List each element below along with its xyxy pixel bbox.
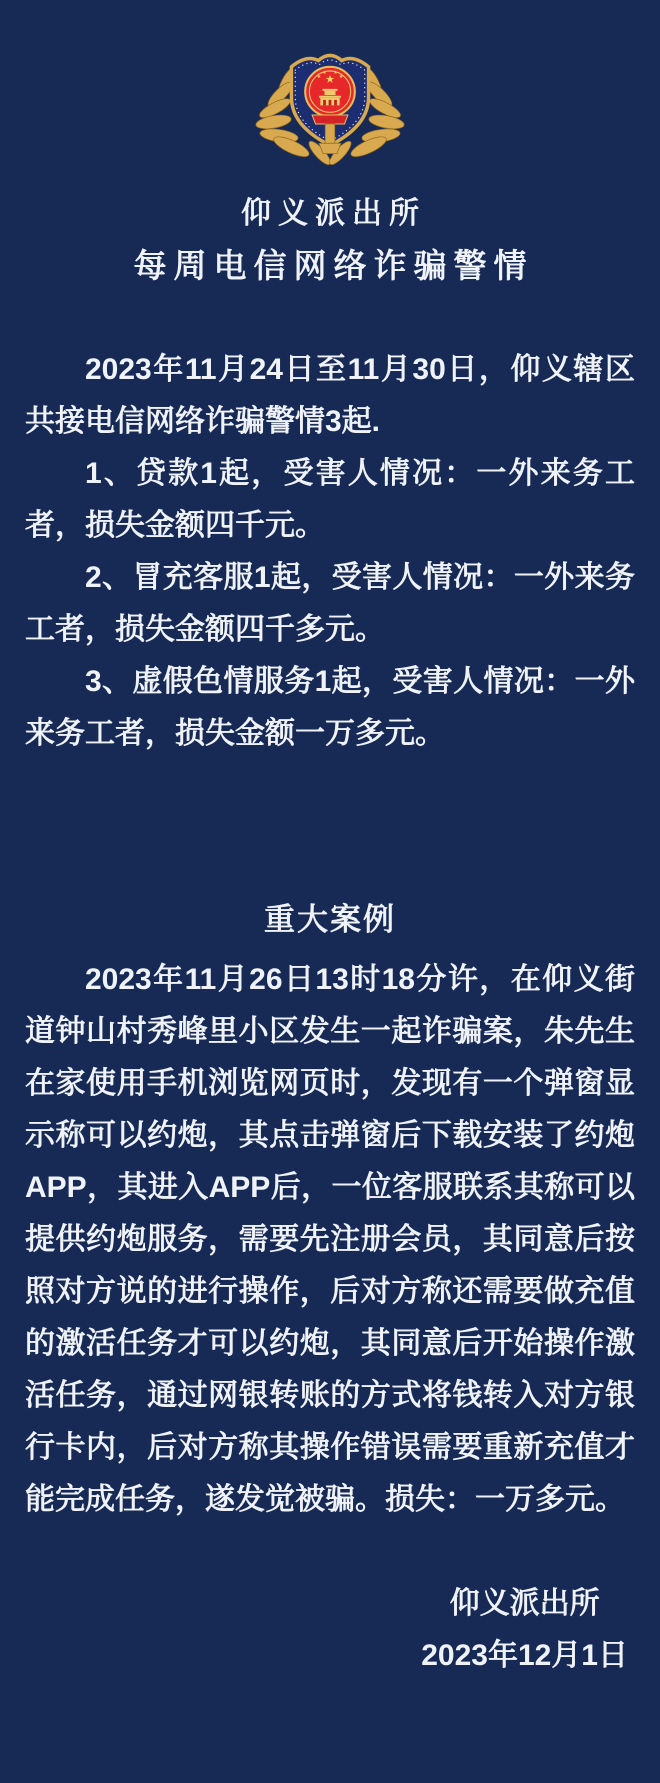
summary-intro: 2023年11月24日至11月30日，仰义辖区共接电信网络诈骗警情3起. (25, 353, 635, 438)
case-item-1: 1、贷款1起，受害人情况：一外来务工者，损失金额四千元。 (25, 457, 635, 542)
police-bulletin-poster (0, 42, 660, 1783)
signature-station: 仰义派出所 (449, 1587, 600, 1620)
badge-ribbon (312, 115, 348, 124)
major-case-section (25, 954, 635, 1526)
major-case-body: 2023年11月26日13时18分许，在仰义街道钟山村秀峰里小区发生一起诈骗案，朱先生在家使用手机浏览网页时，发现有一个弹窗显示称可以约炮，其点击弹窗后下载安装了约炮APP，其进入APP后，一位客服联系其称可以提供约炮服务，需要先注册会员，其同意后按照对方说的进行操作，后对方称还需要做充值的激活任务才可以约炮，其同意后开始操作激活任务，通过网银转账的方式将钱转入对方银行卡内，后对方称其操作错误需要重新充值才能完成任务，遂发觉被骗。损失：一万多元。 (25, 963, 635, 1516)
major-case-heading: 重大案例 (264, 902, 396, 937)
china-police-badge-icon (251, 42, 409, 166)
case-item-2: 2、冒充客服1起，受害人情况：一外来务工者，损失金额四千多元。 (25, 561, 635, 646)
station-title: 仰义派出所 (241, 197, 426, 230)
signature-date: 2023年12月1日 (421, 1639, 628, 1672)
bulletin-subtitle: 每周电信网络诈骗警情 (133, 247, 534, 284)
weekly-summary-section (25, 344, 635, 760)
case-item-3: 3、虚假色情服务1起，受害人情况：一外来务工者，损失金额一万多元。 (25, 665, 635, 750)
signature-block (421, 1578, 628, 1682)
